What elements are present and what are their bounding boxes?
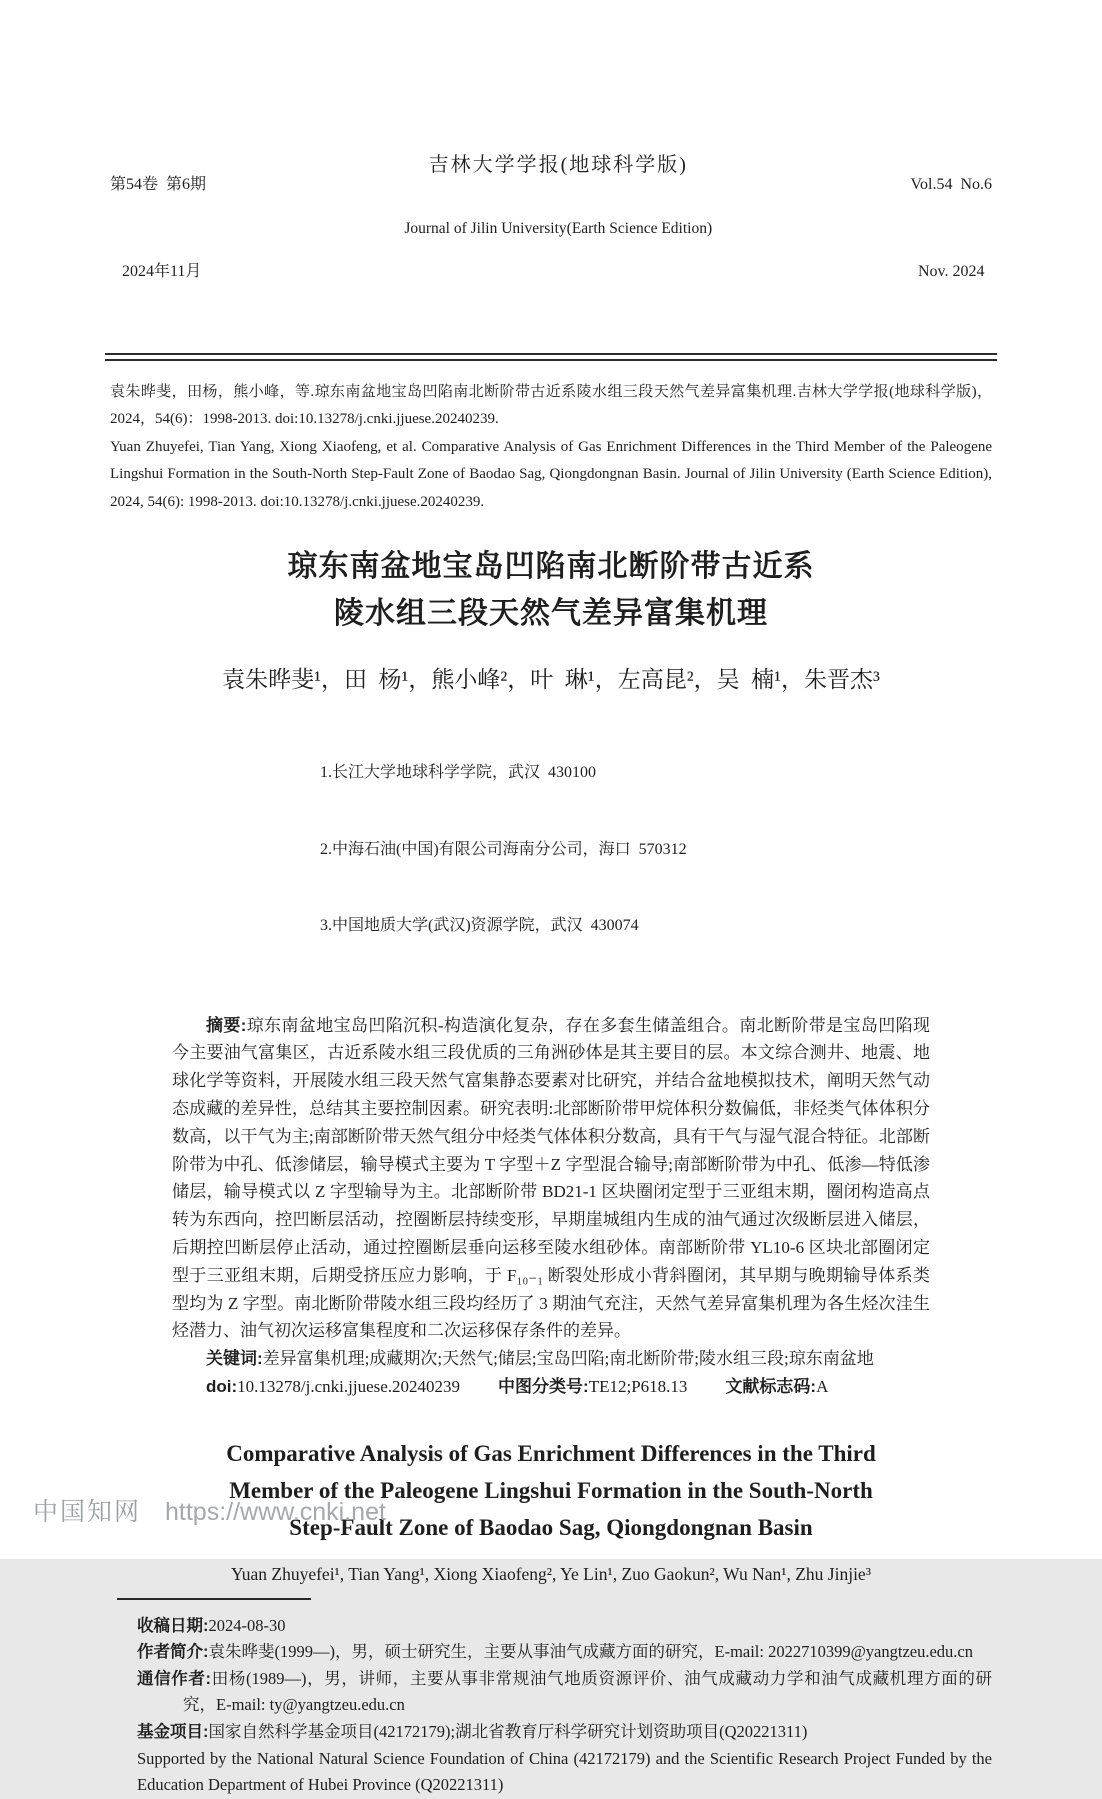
abstract-paragraph xyxy=(172,1012,930,1346)
footnote-label: 收稿日期: xyxy=(137,1616,209,1635)
footnote-funding-cn xyxy=(137,1719,992,1746)
abstract-section xyxy=(172,1012,930,1401)
date-cn: 2024年11月 xyxy=(122,263,202,280)
citation-cn: 袁朱晔斐，田杨，熊小峰，等.琼东南盆地宝岛凹陷南北断阶带古近系陵水组三段天然气差异富集机理.吉林大学学报(地球科学版)，2024，54(6)：1998-2013. doi:10.13278/j.cnki.jjuese.20240239. xyxy=(110,384,992,428)
footnote-corresponding-author xyxy=(137,1666,992,1719)
footnote-text: Supported by the National Natural Science Foundation of China (42172179) and the Scientific Research Project Funded by the Education Department of Hubei Province (Q20221311) xyxy=(137,1748,992,1795)
journal-title-cn: 吉林大学学报(地球科学版) xyxy=(428,154,688,176)
article-title-cn-line2: 陵水组三段天然气差异富集机理 xyxy=(334,597,768,631)
clc-value: TE12;P618.13 xyxy=(588,1376,688,1396)
footnote-divider xyxy=(117,1598,311,1600)
article-title-cn xyxy=(110,543,992,637)
keywords-label: 关键词: xyxy=(206,1349,263,1369)
footnote-label: 通信作者: xyxy=(137,1669,212,1688)
header-center-block xyxy=(206,112,910,274)
authors-cn: 袁朱晔斐¹，田 杨¹，熊小峰²，叶 琳¹，左高昆²，吴 楠¹，朱晋杰³ xyxy=(222,667,880,693)
footnotes-block xyxy=(137,1613,992,1799)
abstract-label: 摘要: xyxy=(206,1015,247,1035)
date-en: Nov. 2024 xyxy=(917,263,985,280)
footnote-text: 2024-08-30 xyxy=(208,1615,286,1635)
article-title-en-line1: Comparative Analysis of Gas Enrichment Differences in the Third xyxy=(226,1440,876,1466)
article-title-en xyxy=(110,1435,992,1546)
doi-value: 10.13278/j.cnki.jjuese.20240239 xyxy=(237,1376,461,1396)
footnote-text: 袁朱晔斐(1999—)，男，硕士研究生，主要从事油气成藏方面的研究，E-mail: 2022710399@yangtzeu.edu.cn xyxy=(208,1642,973,1662)
affiliation-item: 2.中海石油(中国)有限公司海南分公司，海口 570312 xyxy=(320,840,687,858)
doc-code-value: A xyxy=(816,1376,829,1396)
doi-label: doi: xyxy=(206,1376,238,1396)
cnki-watermark xyxy=(33,1492,386,1528)
doc-code-segment xyxy=(725,1377,828,1396)
affiliation-item: 3.中国地质大学(武汉)资源学院，武汉 430074 xyxy=(320,917,639,935)
article-title-en-line2: Member of the Paleogene Lingshui Formation in the South-North xyxy=(229,1477,873,1503)
abstract-text: 琼东南盆地宝岛凹陷沉积-构造演化复杂，存在多套生储盖组合。南北断阶带是宝岛凹陷现今主要油气富集区，古近系陵水组三段优质的三角洲砂体是其主要目的层。本文综合测井、地震、地球化学等资料，开展陵水组三段天然气富集静态要素对比研究，并结合盆地模拟技术，阐明天然气动态成藏的差异性，总结其主要控制因素。研究表明:北部断阶带甲烷体积分数偏低，非烃类气体体积分数高，以干气为主;南部断阶带天然气组分中烃类气体体积分数高，具有干气与湿气混合特征。北部断阶带为中孔、低渗储层，输导模式主要为 T 字型＋Z 字型混合输导;南部断阶带为中孔、低渗—特低渗储层，输导模式以 Z 字型输导为主。北部断阶带 BD21-1 区块圈闭定型于三亚组末期，圈闭构造高点转为东西向，控凹断层活动，控圈断层持续变形，早期崖城组内生成的油气通过次级断层进入储层，后期控凹断层停止活动，通过控圈断层垂向运移至陵水组砂体。南部断阶带 YL10-6 区块北部圈闭定型于三亚组末期，后期受挤压应力影响，于 F₁₀₋₁ 断裂处形成小背斜圈闭，其早期与晚期输导体系类型均为 Z 字型。南北断阶带陵水组三段均经历了 3 期油气充注，天然气差异富集机理为各生烃次洼生烃潜力、油气初次运移富集程度和二次运移保存条件的差异。 xyxy=(172,1015,930,1341)
cnki-url-text: https://www.cnki.net xyxy=(165,1498,386,1526)
header-double-rule xyxy=(105,353,997,361)
clc-label: 中图分类号: xyxy=(498,1376,589,1396)
footnote-author-bio xyxy=(137,1639,992,1666)
meta-line xyxy=(172,1373,930,1401)
clc-segment xyxy=(498,1377,687,1396)
affiliation-item: 1.长江大学地球科学学院，武汉 430100 xyxy=(320,764,597,782)
affiliations xyxy=(320,709,992,990)
footnote-text: 国家自然科学基金项目(42172179);湖北省教育厅科学研究计划资助项目(Q20221311) xyxy=(208,1722,808,1742)
citation-en: Yuan Zhuyefei, Tian Yang, Xiong Xiaofeng, et al. Comparative Analysis of Gas Enrichment Differences in the Third Member of the Paleogene Lingshui Formation in the South-North Step-Fault Zone of Baodao Sag, Qiongdongnan Basin. Journal of Jilin University (Earth Science Edition), 2024, 54(6): 1998-2013. doi:10.13278/j.cnki.jjuese.20240239. xyxy=(110,438,992,510)
volume-issue-en: Vol.54 No.6 xyxy=(910,176,992,193)
footnote-label: 基金项目: xyxy=(137,1723,209,1742)
journal-title-en: Journal of Jilin University(Earth Science Edition) xyxy=(404,220,713,237)
footnote-received-date xyxy=(137,1613,992,1640)
keywords-line xyxy=(172,1345,930,1373)
footnote-funding-en xyxy=(137,1746,992,1799)
citation-block xyxy=(110,379,992,516)
authors-en: Yuan Zhuyefei¹, Tian Yang¹, Xiong Xiaofeng², Ye Lin¹, Zuo Gaokun², Wu Nan¹, Zhu Jinjie³ xyxy=(231,1563,871,1584)
doc-code-label: 文献标志码: xyxy=(725,1376,817,1396)
doi-segment xyxy=(206,1377,460,1396)
footnote-label: 作者简介: xyxy=(137,1643,209,1662)
cnki-brand-text: 中国知网 xyxy=(33,1498,142,1526)
header-right-block xyxy=(911,112,993,344)
keywords-text: 差异富集机理;成藏期次;天然气;储层;宝岛凹陷;南北断阶带;陵水组三段;琼东南盆地 xyxy=(262,1349,874,1369)
article-title-en-line3: Step-Fault Zone of Baodao Sag, Qiongdongnan Basin xyxy=(289,1514,813,1540)
volume-issue-cn: 第54卷 第6期 xyxy=(110,176,207,193)
journal-header xyxy=(110,112,992,344)
footnote-text: 田杨(1989—)，男，讲师，主要从事非常规油气地质资源评价、油气成藏动力学和油气成藏机理方面的研究，E-mail: ty@yangtzeu.edu.cn xyxy=(183,1668,992,1715)
article-title-cn-line1: 琼东南盆地宝岛凹陷南北断阶带古近系 xyxy=(287,550,815,584)
header-left-block xyxy=(110,112,206,344)
